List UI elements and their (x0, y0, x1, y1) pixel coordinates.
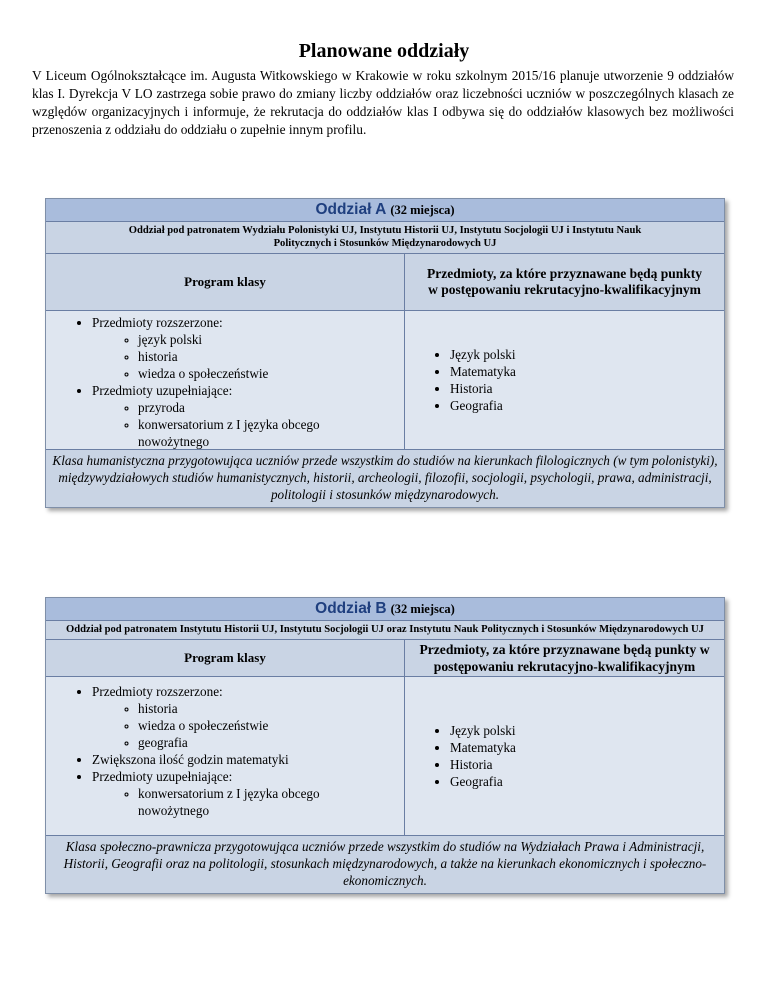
section-header (46, 199, 724, 222)
program-subitem: ◦ konwersatorium z I języka obcego nowożytnego (138, 416, 404, 450)
program-list (46, 314, 404, 450)
program-item-label: Przedmioty uzupełniające: (92, 769, 233, 784)
program-item (92, 382, 404, 450)
points-header: Przedmioty, za które przyznawane będą punkty w postępowaniu rekrutacyjno-kwalifikacyjnym (405, 254, 724, 311)
section-description: Klasa humanistyczna przygotowująca uczniów przede wszystkim do studiów na kierunkach filologicznych (w tym polonistyki), międzywydziałowych studiów humanistycznych, historii, archeologii, filozofii, socjologii, psychologii, prawa, administracji, politologii i stosunków międzynarodowych. (46, 449, 724, 507)
program-subitem: ◦ wiedza o społeczeństwie (138, 717, 404, 734)
page-title: Planowane oddziały (298, 40, 470, 62)
program-body (46, 677, 404, 835)
program-column (46, 254, 405, 449)
section-columns (46, 640, 724, 835)
points-item: • Geografia (450, 773, 516, 790)
program-header: Program klasy (46, 254, 404, 311)
program-subitem: ◦ wiedza o społeczeństwie (138, 365, 404, 382)
section-b (45, 597, 725, 894)
section-seats: (32 miejsca) (390, 203, 455, 217)
program-sublist (92, 331, 404, 382)
program-subitem: ◦ język polski (138, 331, 404, 348)
program-subitem: ◦ geografia (138, 734, 404, 751)
section-seats: (32 miejsca) (390, 602, 455, 616)
program-subitem: ◦ historia (138, 700, 404, 717)
points-item: • Matematyka (450, 363, 516, 380)
program-subitem: ◦ konwersatorium z I języka obcego nowożytnego (138, 785, 404, 819)
section-description: Klasa społeczno-prawnicza przygotowująca uczniów przede wszystkim do studiów na Wydziałach Prawa i Administracji, Historii, Geografii oraz na politologii, stosunkach międzynarodowych, a także na kierunkach ekonomicznych i społeczno-ekonomicznych. (46, 835, 724, 893)
program-sublist (92, 399, 404, 450)
section-patron: Oddział pod patronatem Instytutu Historii UJ, Instytutu Socjologii UJ oraz Instytutu Nauk Politycznych i Stosunków Międzynarodowych UJ (46, 621, 724, 640)
points-column (405, 254, 724, 449)
section-name: Oddział B (315, 600, 387, 617)
points-item: • Historia (450, 756, 516, 773)
points-header: Przedmioty, za które przyznawane będą punkty w postępowaniu rekrutacyjno-kwalifikacyjnym (405, 640, 724, 677)
program-header: Program klasy (46, 640, 404, 677)
section-header (46, 598, 724, 621)
program-item-label: Przedmioty rozszerzone: (92, 315, 223, 330)
points-item: • Język polski (450, 722, 516, 739)
program-item (92, 683, 404, 751)
intro-paragraph: V Liceum Ogólnokształcące im. Augusta Witkowskiego w Krakowie w roku szkolnym 2015/16 planuje utworzenie 9 oddziałów klas I. Dyrekcja V LO zastrzega sobie prawo do zmiany liczby oddziałów oraz liczebności uczniów w poszczególnych klasach ze względów organizacyjnych i informuje, że rekrutacja do oddziałów klas I odbywa się do oddziałów klasowych bez możliwości przenoszenia z oddziału do oddziału o zupełnie innym profilu. (32, 68, 734, 137)
points-column (405, 640, 724, 835)
points-list (405, 722, 516, 790)
program-item (92, 314, 404, 382)
program-sublist (92, 785, 404, 819)
program-sublist (92, 700, 404, 751)
program-item (92, 768, 404, 819)
section-patron: Oddział pod patronatem Wydziału Polonistyki UJ, Instytutu Historii UJ, Instytutu Socjologii UJ i Instytutu Nauk Politycznych i Stosunków Międzynarodowych UJ (46, 222, 724, 254)
section-name: Oddział A (315, 201, 387, 218)
points-item: • Matematyka (450, 739, 516, 756)
program-subitem: ◦ przyroda (138, 399, 404, 416)
points-list (405, 346, 516, 414)
section-a (45, 198, 725, 508)
program-item: • Zwiększona ilość godzin matematyki (92, 751, 404, 768)
points-item: • Historia (450, 380, 516, 397)
program-body (46, 311, 404, 449)
points-body (405, 311, 724, 449)
program-list (46, 683, 404, 819)
points-body (405, 677, 724, 835)
program-column (46, 640, 405, 835)
points-item: • Język polski (450, 346, 516, 363)
program-subitem: ◦ historia (138, 348, 404, 365)
program-item-label: Przedmioty uzupełniające: (92, 383, 233, 398)
program-item-label: Przedmioty rozszerzone: (92, 684, 223, 699)
points-item: • Geografia (450, 397, 516, 414)
section-columns (46, 254, 724, 449)
